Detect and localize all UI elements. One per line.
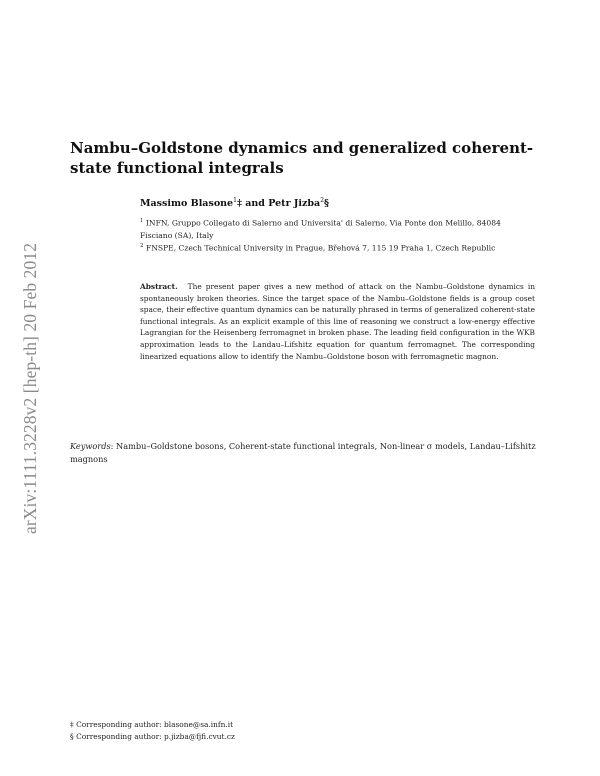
paper-title: Nambu–Goldstone dynamics and generalized coherent-state functional integrals	[70, 139, 534, 177]
footnote-marker: ‡	[236, 198, 242, 210]
footnote-marker: §	[324, 198, 329, 210]
arxiv-identifier-stamp: arXiv:1111.3228v2 [hep-th] 20 Feb 2012	[20, 242, 40, 534]
affiliation-marker: 1	[233, 197, 237, 204]
affiliation-2	[140, 240, 535, 255]
footnote-text: Corresponding author: blasone@sa.infn.it	[76, 720, 234, 729]
affiliation-text: INFN, Gruppo Collegato di Salerno and Universita' di Salerno, Via Ponte don Melillo, 84084 Fisciano (SA), Italy	[140, 218, 501, 240]
author-connector: and	[245, 198, 265, 210]
keywords-label: Keywords	[70, 441, 111, 451]
affiliation-number: 1	[140, 218, 144, 224]
author-line	[140, 197, 329, 209]
footnote-marker: ‡	[70, 720, 74, 729]
author-name: Petr Jizba	[268, 198, 321, 210]
affiliation-text: FNSPE, Czech Technical University in Prague, Břehová 7, 115 19 Praha 1, Czech Republic	[145, 243, 496, 253]
footnote-2	[70, 731, 370, 743]
affiliation-number: 2	[140, 243, 144, 249]
affiliation-marker: 2	[320, 197, 325, 204]
footnote-text: Corresponding author: p.jizba@fjfi.cvut.cz	[76, 732, 235, 741]
affiliation-1	[140, 215, 535, 242]
footnote-marker: §	[70, 732, 74, 741]
author-name: Massimo Blasone	[140, 198, 234, 210]
keywords	[70, 440, 538, 465]
abstract	[140, 281, 535, 362]
abstract-text: The present paper gives a new method of attack on the Nambu–Goldstone dynamics in spontaneously broken theories. Since the target space of the Nambu–Goldstone fields is a group coset space, their effective quantum dynamics can be naturally phrased in terms of generalized coherent-state functional integrals. As an explicit example of this line of reasoning we construct a low-energy effective Lagrangian for the Heisenberg ferromagnet in broken phase. The leading field configuration in the WKB approximation leads to the Landau–Lifshitz equation for quantum ferromagnet. The corresponding linearized equations allow to identify the Nambu–Goldstone boson with ferromagnetic magnon.	[140, 282, 535, 361]
footnote-1	[70, 719, 370, 731]
keywords-text: : Nambu–Goldstone bosons, Coherent-state functional integrals, Non-linear σ models, Landau–Lifshitz magnons	[70, 441, 536, 464]
abstract-label: Abstract.	[140, 282, 178, 291]
